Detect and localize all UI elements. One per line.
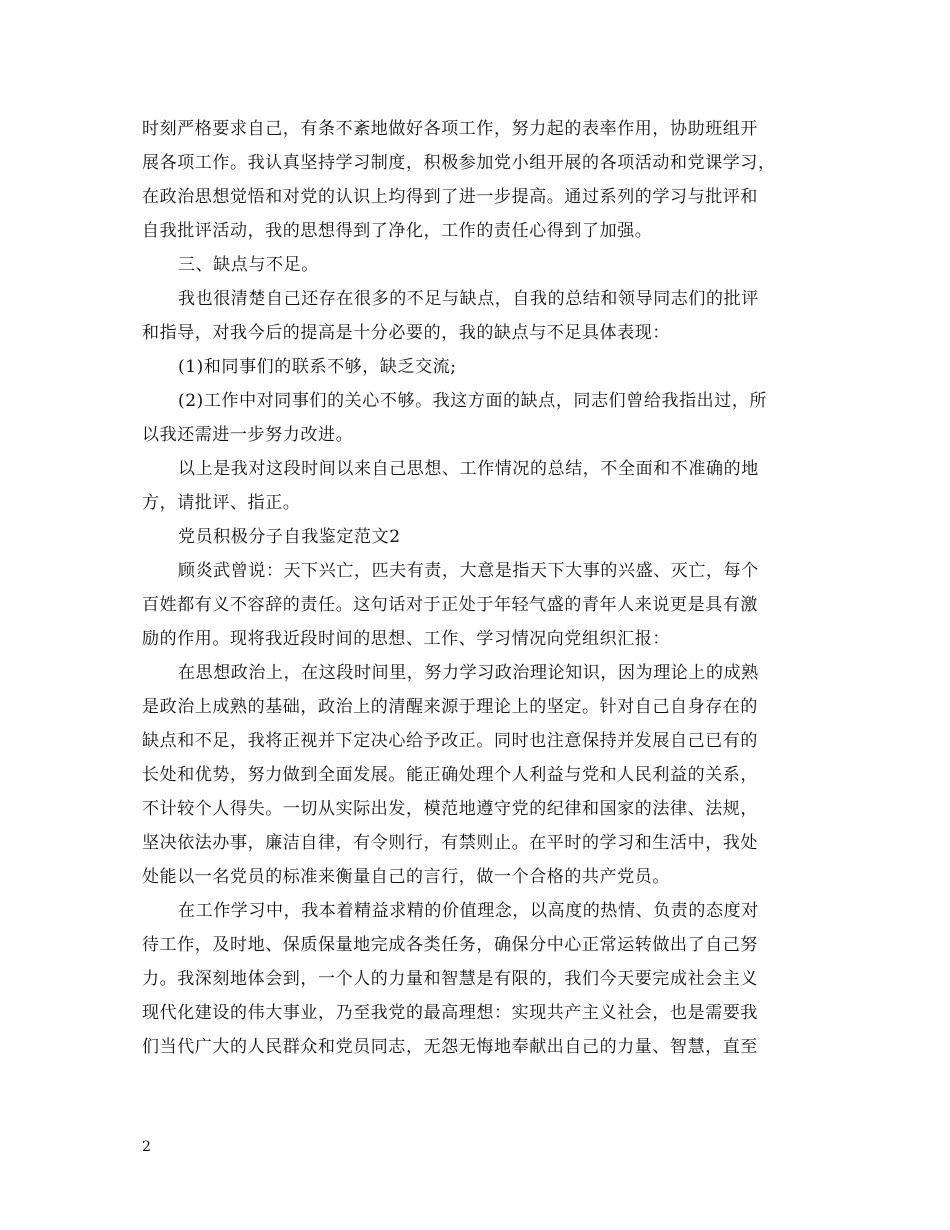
text-line: 顾炎武曾说：天下兴亡，匹夫有责，大意是指天下大事的兴盛、灭亡，每个 [178,561,759,581]
text-line: 待工作，及时地、保质保量地完成各类任务，确保分中心正常运转做出了自己努 [142,935,758,955]
document-body [142,112,810,1064]
text-line: 长处和优势，努力做到全面发展。能正确处理个人利益与党和人民利益的关系， [142,765,758,785]
text-line: 力。我深刻地体会到，一个人的力量和智慧是有限的，我们今天要完成社会主义 [142,969,758,989]
text-line: 在工作学习中，我本着精益求精的价值理念，以高度的热情、负责的态度对 [178,901,759,921]
text-line: 党员积极分子自我鉴定范文2 [178,527,401,547]
page-number: 2 [142,1139,151,1155]
text-line: 时刻严格要求自己，有条不紊地做好各项工作，努力起的表率作用，协助班组开 [142,119,758,139]
text-line: 在政治思想觉悟和对党的认识上均得到了进一步提高。通过系列的学习与批评和 [142,187,758,207]
text-line: 三、缺点与不足。 [178,255,319,275]
text-line: 以上是我对这段时间以来自己思想、工作情况的总结，不全面和不准确的地 [178,459,759,479]
text-line: 处能以一名党员的标准来衡量自己的言行，做一个合格的共产党员。 [142,867,670,887]
text-line: 自我批评活动，我的思想得到了净化，工作的责任心得到了加强。 [142,221,653,241]
text-line: (2)工作中对同事们的关心不够。我这方面的缺点，同志们曾给我指出过，所 [178,391,768,411]
text-line: 不计较个人得失。一切从实际出发，模范地遵守党的纪律和国家的法律、法规， [142,799,758,819]
text-line: 坚决依法办事，廉洁自律，有令则行，有禁则止。在平时的学习和生活中，我处 [142,833,758,853]
text-line: 们当代广大的人民群众和党员同志，无怨无悔地奉献出自己的力量、智慧，直至 [142,1037,758,1057]
text-line: 方，请批评、指正。 [142,493,301,513]
text-line: 我也很清楚自己还存在很多的不足与缺点，自我的总结和领导同志们的批评 [178,289,759,309]
text-line: 缺点和不足，我将正视并下定决心给予改正。同时也注意保持并发展自己已有的 [142,731,758,751]
text-line: 以我还需进一步努力改进。 [142,425,354,445]
text-line: 励的作用。现将我近段时间的思想、工作、学习情况向党组织汇报： [142,629,670,649]
text-line: (1)和同事们的联系不够，缺乏交流; [178,357,457,377]
text-line: 展各项工作。我认真坚持学习制度，积极参加党小组开展的各项活动和党课学习， [142,153,776,173]
text-line: 和指导，对我今后的提高是十分必要的，我的缺点与不足具体表现： [142,323,670,343]
text-line: 百姓都有义不容辞的责任。这句话对于正处于年轻气盛的青年人来说更是具有激 [142,595,758,615]
text-line: 是政治上成熟的基础，政治上的清醒来源于理论上的坚定。针对自己自身存在的 [142,697,758,717]
text-line: 在思想政治上，在这段时间里，努力学习政治理论知识，因为理论上的成熟 [178,663,759,683]
text-line: 现代化建设的伟大事业，乃至我党的最高理想：实现共产主义社会，也是需要我 [142,1003,758,1023]
